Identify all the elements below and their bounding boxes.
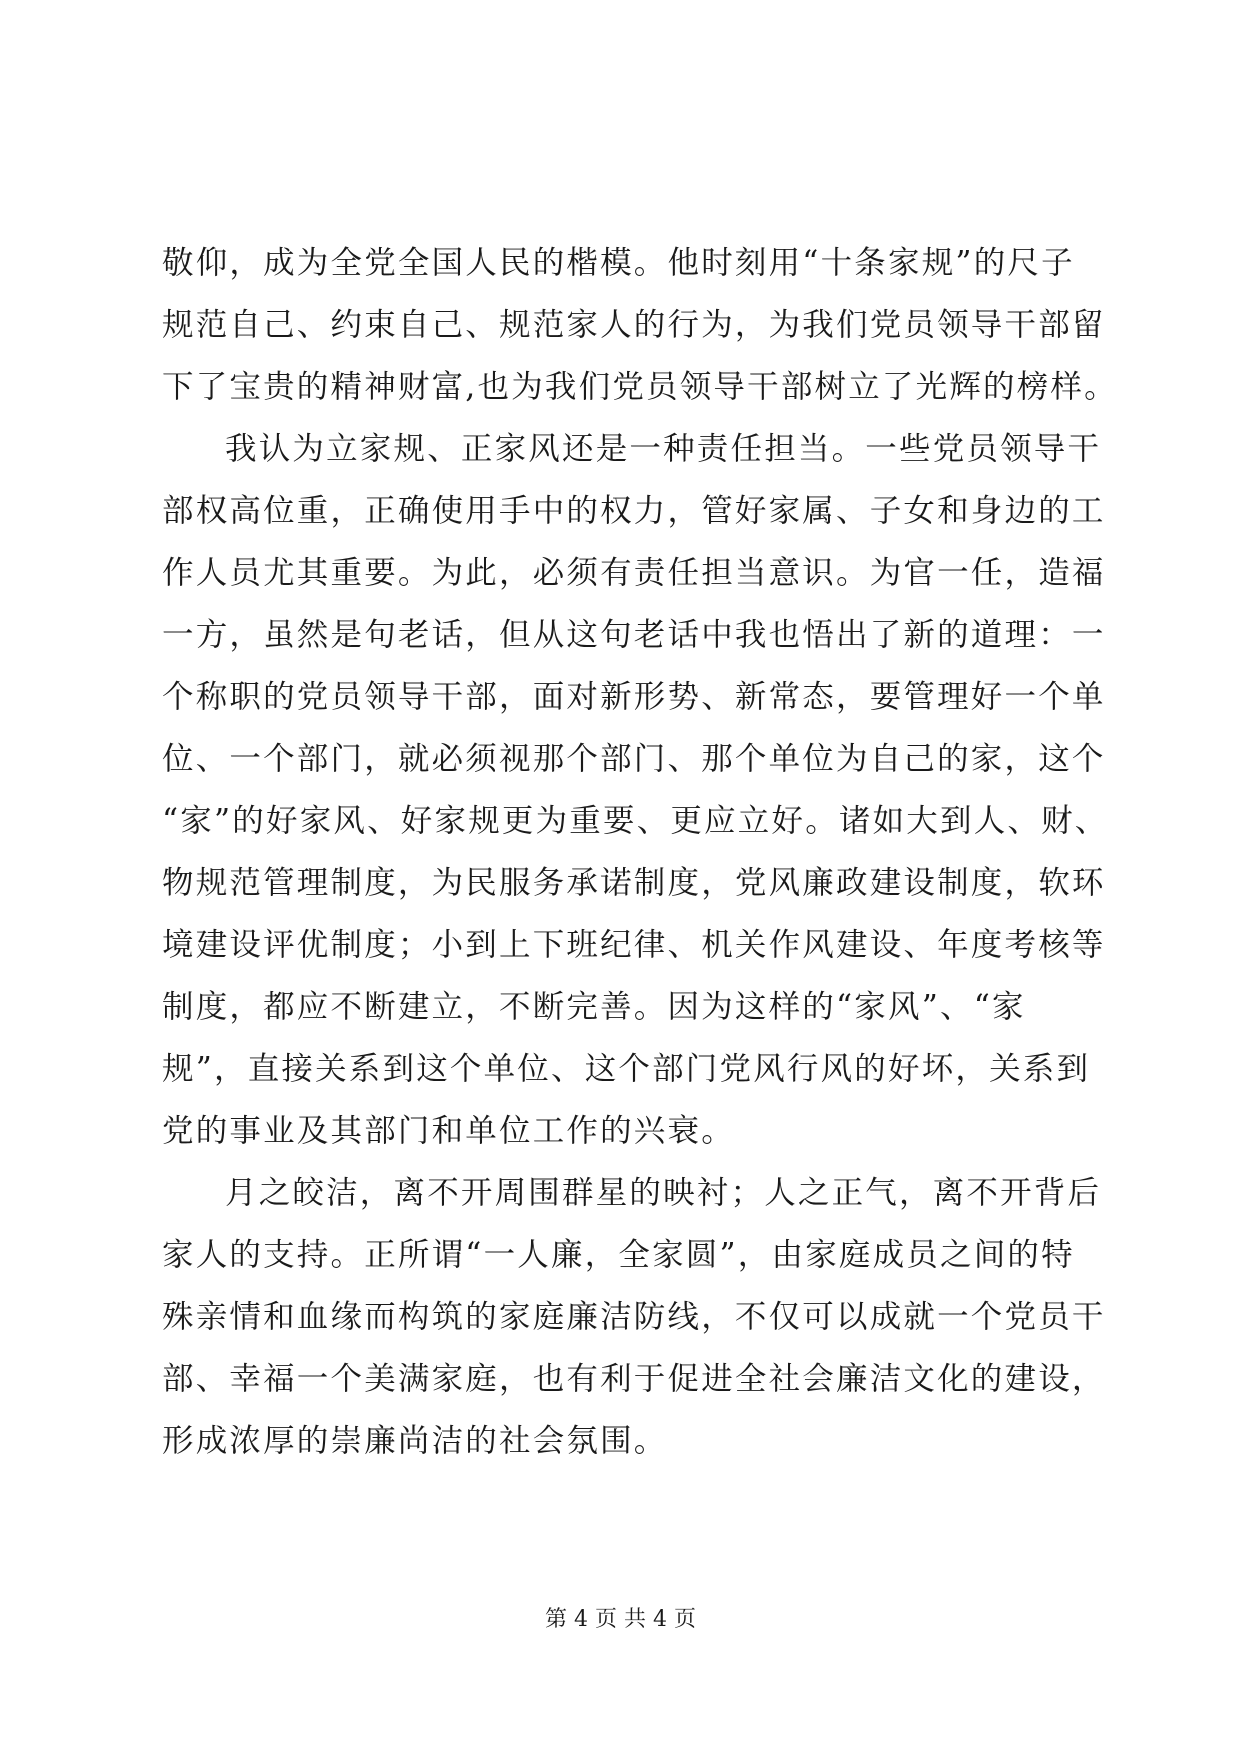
text-line: 制度，都应不断建立，不断完善。因为这样的“家风”、“家: [162, 989, 1026, 1025]
text-line: 家人的支持。正所谓“一人廉，全家圆”，由家庭成员之间的特: [162, 1237, 1075, 1273]
document-body: [162, 232, 1118, 1472]
text-line: 下了宝贵的精神财富,也为我们党员领导干部树立了光辉的榜样。: [162, 369, 1118, 405]
text-line: 规范自己、约束自己、规范家人的行为，为我们党员领导干部留: [162, 307, 1106, 343]
text-line: 作人员尤其重要。为此，必须有责任担当意识。为官一任，造福: [162, 555, 1106, 591]
text-line: 境建设评优制度；小到上下班纪律、机关作风建设、年度考核等: [162, 927, 1106, 963]
text-line: 个称职的党员领导干部，面对新形势、新常态，要管理好一个单: [162, 679, 1106, 715]
paragraph-first-line: 月之皎洁，离不开周围群星的映衬；人之正气，离不开背后: [225, 1175, 1102, 1211]
text-line: 敬仰，成为全党全国人民的楷模。他时刻用“十条家规”的尺子: [162, 245, 1075, 281]
text-line: 党的事业及其部门和单位工作的兴衰。: [162, 1113, 735, 1149]
text-line: 部权高位重，正确使用手中的权力，管好家属、子女和身边的工: [162, 493, 1106, 529]
text-line: 形成浓厚的崇廉尚洁的社会氛围。: [162, 1423, 668, 1459]
text-line: 规”，直接关系到这个单位、这个部门党风行风的好坏，关系到: [162, 1051, 1091, 1087]
text-line: 位、一个部门，就必须视那个部门、那个单位为自己的家，这个: [162, 741, 1106, 777]
text-line: 殊亲情和血缘而构筑的家庭廉洁防线，不仅可以成就一个党员干: [162, 1299, 1106, 1335]
paragraph-first-line: 我认为立家规、正家风还是一种责任担当。一些党员领导干: [225, 431, 1102, 467]
text-line: 物规范管理制度，为民服务承诺制度，党风廉政建设制度，软环: [162, 865, 1106, 901]
page-number-footer: 第 4 页 共 4 页: [545, 1607, 696, 1632]
text-line: “家”的好家风、好家规更为重要、更应立好。诸如大到人、财、: [162, 803, 1109, 839]
text-line: 部、幸福一个美满家庭，也有利于促进全社会廉洁文化的建设，: [162, 1361, 1106, 1397]
text-line: 一方，虽然是句老话，但从这句老话中我也悟出了新的道理：一: [162, 617, 1106, 653]
